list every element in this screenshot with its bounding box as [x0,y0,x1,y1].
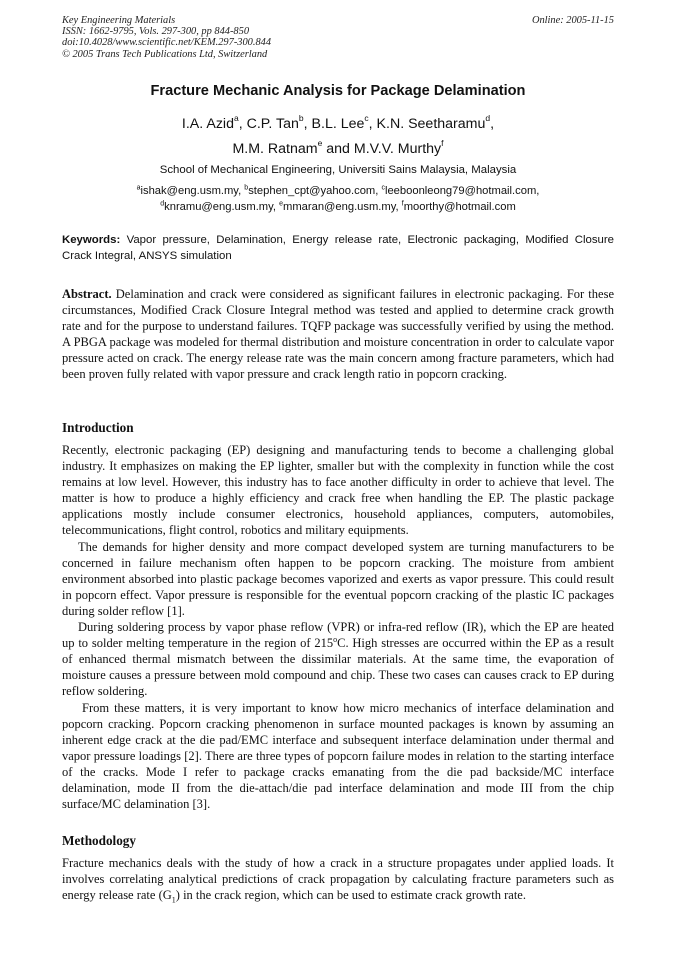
degree-superscript: o [333,634,338,644]
authors-line-2 [62,140,614,158]
email-separator: , [375,185,382,197]
online-date: Online: 2005-11-15 [531,15,614,26]
author-separator: , [368,116,377,132]
author: C.P. Tan [246,116,299,132]
affiliation: School of Mechanical Engineering, Universiti Sains Malaysia, Malaysia [159,164,517,176]
author-mark: c [364,113,369,124]
journal-name: Key Engineering Materials [62,15,176,26]
introduction-body [62,442,614,812]
author: K.N. Seetharamu [376,116,486,132]
author-mark: e [317,138,323,149]
email-separator: , [238,185,245,197]
author: B.L. Lee [311,116,365,132]
email-link[interactable]: leeboonleong79@hotmail.com [384,185,537,197]
emails-line-2 [62,199,614,215]
subscript: 1 [171,895,176,905]
abstract-label: Abstract. [62,287,112,301]
author: M.V.V. Murthy [353,141,442,157]
journal-header [62,15,614,60]
email-mark: a [136,184,141,192]
author: M.M. Ratnam [232,141,318,157]
paragraph: The demands for higher density and more compact developed system are turning manufacturers to be concerned in failure mechanism often happen to be popcorn cracking. The moisture from ambient environment absorbed into plastic package becomes vaporized and exerts as vapor pressure. This could result in popcorn effect. Vapor pressure is responsible for the eventual popcorn cracking of the plastic IC packages during solder reflow [1]. [62,539,614,618]
email-link[interactable]: moorthy@hotmail.com [403,201,516,213]
paragraph: Recently, electronic packaging (EP) designing and manufacturing tends to become a challenging global industry. It emphasizes on making the EP lighter, smaller but with the complexity in function while the cost remains at low level. However, this industry has to face another difficulty in order to achieve that level. The matter is how to produce a highly efficiency and crack free when handling the EP. The plastic package applications mostly include consumer electronics, household appliances, computers, automobiles, telecommunications, flight control, robotics and military equipments. [62,443,614,538]
issn-line: ISSN: 1662-9795, Vols. 297-300, pp 844-850 [62,26,250,38]
email-link[interactable]: knramu@eng.usm.my [164,201,273,213]
paper-title: Fracture Mechanic Analysis for Package Delamination [150,83,526,99]
email-separator: , [536,185,540,197]
keywords-block [62,233,614,264]
keywords-label: Keywords: [62,234,121,246]
paragraph [62,619,614,699]
doi-line[interactable]: doi:10.4028/www.scientific.net/KEM.297-300.844 [62,37,272,49]
email-mark: d [160,200,165,208]
author-emails [62,183,614,215]
abstract-text: Delamination and crack were considered as significant failures in electronic packaging. For these circumstances, Modified Crack Closure Integral method was tested and applied to determine crack growth rate and for the purpose to understand failures. TQFP package was successfully verified by using the method. A PBGA package was modeled for thermal distribution and moisture concentration in order to calculate vapor pressure acted on crack. The energy release rate was the main concern among fracture parameters, which had been proven fully related with vapor pressure and crack length ratio in popcorn cracking. [62,287,614,382]
paragraph-text: Fracture mechanics deals with the study of how a crack in a structure propagates under applied loads. It involves correlating analytical predictions of crack propagation by calculating fracture parameters such as energy release rate (G [62,856,614,903]
author-mark: a [233,113,239,124]
email-link[interactable]: mmaran@eng.usm.my [283,201,396,213]
methodology-body [62,855,614,903]
paragraph-text: ) in the crack region, which can be used to estimate crack growth rate. [175,888,526,903]
author-mark: b [298,113,304,124]
author-mark: d [485,113,491,124]
paragraph-text: During soldering process by vapor phase reflow (VPR) or infra-red reflow (IR), which the EP are heated up to solder melting temperature in the region of 215 [62,620,614,651]
email-mark: c [381,184,385,192]
copyright-line: © 2005 Trans Tech Publications Ltd, Switzerland [62,48,268,60]
paragraph: From these matters, it is very important to know how micro mechanics of interface delamination and popcorn cracking. Popcorn cracking phenomenon in surface mounted packages is known by assuming an inherent edge crack at the die pad/EMC interface and subsequent interface delamination under thermal and vapor pressure loadings [2]. There are three types of popcorn failure modes in relation to the starting interface of the cracks. Mode I refer to package cracks emanating from the die pad backside/MC interface delamination, mode II from the die-attach/die pad interface delamination and mode III from the chip surface/MC delamination [3]. [62,700,614,812]
email-mark: e [279,200,284,208]
author-separator: and [322,141,354,157]
author-mark: f [441,138,444,149]
author-separator: , [238,116,247,132]
email-link[interactable]: stephen_cpt@yahoo.com [248,185,376,197]
paragraph-text: C. High stresses are occurred within the EP as a result of enhanced thermal mismatch between the dissimilar materials. At the same time, the evaporation of moisture causes a pressure between mold compound and chip. These two cases can causes crack to EP during reflow soldering. [62,636,614,699]
email-separator: , [395,201,402,213]
email-mark: b [244,184,249,192]
emails-line-1 [62,183,614,199]
abstract-block [62,286,614,383]
author-separator: , [490,116,495,132]
author: I.A. Azid [181,116,234,132]
authors-line-1 [62,115,614,133]
keywords-text: Vapor pressure, Delamination, Energy release rate, Electronic packaging, Modified Closure Crack Integral, ANSYS simulation [62,234,614,262]
email-link[interactable]: ishak@eng.usm.my [140,185,239,197]
email-mark: f [401,200,404,208]
author-separator: , [303,116,312,132]
methodology-heading: Methodology [62,833,136,848]
introduction-heading: Introduction [62,420,134,435]
email-separator: , [272,201,280,213]
